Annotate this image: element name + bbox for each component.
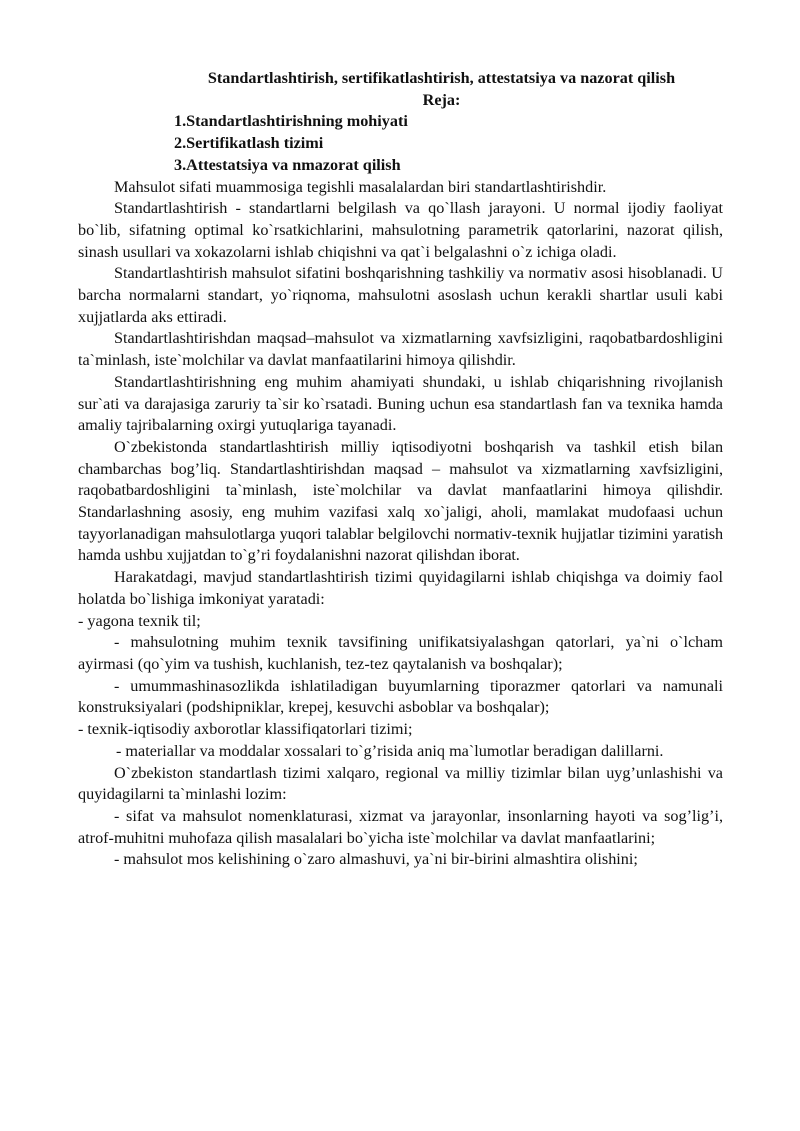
list-item-consumer-interests: - sifat va mahsulot nomenklaturasi, xizmat va jarayonlar, insonlarning hayoti va sog’lig’i, atrof-muhitni muhofaza qilish masalalari bo`yicha iste`molchilar va davlat manfaatlarini; bbox=[78, 806, 723, 847]
paragraph-basis: Standartlashtirish mahsulot sifatini boshqarishning tashkiliy va normativ asosi hisoblanadi. U barcha normalarni standart, yo`riqnoma, mahsulotni asoslash uchun kerakli shartlar usuli kabi xujjatlarda aks ettiradi. bbox=[78, 264, 723, 326]
plan-item-3: 3.Attestatsiya va nmazorat qilish bbox=[174, 155, 401, 174]
paragraph-harmonization: O`zbekiston standartlash tizimi xalqaro, regional va milliy tizimlar bilan uyg’unlashishi va quyidagilarni ta`minlashi lozim: bbox=[78, 763, 723, 804]
plan-item-1: 1.Standartlashtirishning mohiyati bbox=[174, 112, 408, 131]
list-item-interchangeability: - mahsulot mos kelishining o`zaro almashuvi, ya`ni bir-birini almashtira olishini; bbox=[114, 850, 638, 869]
list-item-classifiers: - texnik-iqtisodiy axborotlar klassifiqatorlari tizimi; bbox=[78, 720, 413, 739]
list-item-material-data: - materiallar va moddalar xossalari to`g’risida aniq ma`lumotlar beradigan dalillarni. bbox=[116, 741, 664, 760]
paragraph-current-system: Harakatdagi, mavjud standartlashtirish tizimi quyidagilarni ishlab chiqishga va doimiy faol holatda bo`lishiga imkoniyat yaratadi: bbox=[78, 568, 723, 608]
plan-heading: Reja: bbox=[422, 90, 461, 109]
paragraph-importance: Standartlashtirishning eng muhim ahamiyati shundaki, u ishlab chiqarishning rivojlanish sur`ati va darajasiga zaruriy ta`sir ko`rsatadi. Buning uchun esa standartlash fan va texnika hamda amaliy tajribalarning oxirgi yutuqlariga tayanadi. bbox=[78, 372, 723, 435]
list-item-unified-rows: - mahsulotning muhim texnik tavsifining unifikatsiyalashgan qatorlari, ya`ni o`lcham ayirmasi (qo`yim va tushish, kuchlanish, tez-tez qaytalanish va boshqalar); bbox=[78, 633, 723, 673]
list-item-technical-language: - yagona texnik til; bbox=[78, 611, 201, 630]
paragraph-intro: Mahsulot sifati muammosiga tegishli masalalardan biri standartlashtirishdir. bbox=[114, 177, 607, 196]
document-title: Standartlashtirish, sertifikatlashtirish, attestatsiya va nazorat qilish bbox=[207, 69, 676, 87]
list-item-standard-sizes: - umummashinasozlikda ishlatiladigan buyumlarning tiporazmer qatorlari va namunali konstruksiyalari (podshipniklar, krepej, kesuvchi asboblar va boshqalar); bbox=[78, 676, 723, 717]
paragraph-uzbekistan: O`zbekistonda standartlashtirish milliy iqtisodiyotni boshqarish va tashkil etish bilan chambarchas bog’liq. Standartlashtirishdan maqsad – mahsulot va xizmatlarning xavfsizligini, raqobatbardoshligini ta`minlash, iste`molchilar va davlat manfaatlarini himoya qilishdir. Standarlashning asosiy, eng muhim vazifasi xalq xo`jaligi, aholi, mamlakat mudofaasi uchun tayyorlanadigan mahsulotlarga yuqori talablar belgilovchi normativ-texnik hujjatlar tizimini yaratish hamda ushbu xujjatdan to`g’ri foydalanishni nazorat qilishdan iborat. bbox=[78, 437, 723, 565]
plan-item-2: 2.Sertifikatlash tizimi bbox=[174, 134, 324, 153]
paragraph-definition: Standartlashtirish - standartlarni belgilash va qo`llash jarayoni. U normal ijodiy faoliyat bo`lib, sifatning optimal ko`rsatkichlarini, mahsulotning parametrik qatorlarini, nazorat qilish, sinash usullari va xokazolarni ishlab chiqishni va qat`i belgalashni o`z ichiga oladi. bbox=[78, 199, 723, 261]
paragraph-goal: Standartlashtirishdan maqsad–mahsulot va xizmatlarning xavfsizligini, raqobatbardoshligini ta`minlash, iste`molchilar va davlat manfaatilarini himoya qilishdir. bbox=[78, 329, 723, 370]
document-page bbox=[78, 68, 723, 871]
